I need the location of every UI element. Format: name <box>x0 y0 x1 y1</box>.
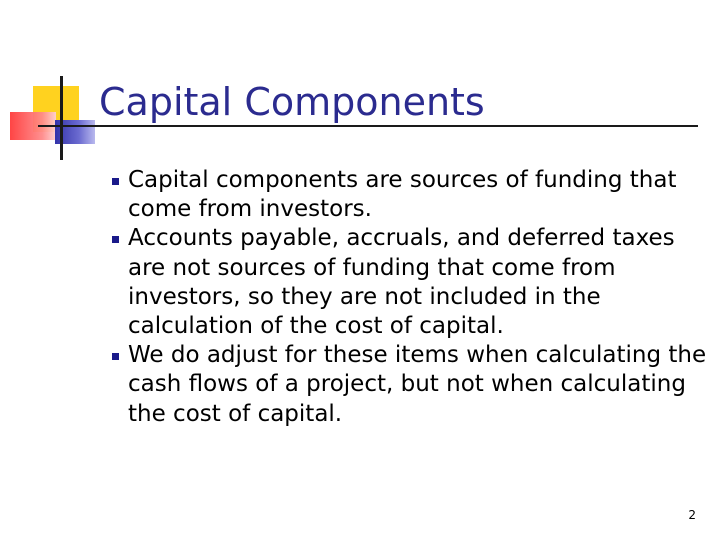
bullet-text: Accounts payable, accruals, and deferred taxes are not sources of funding that come from investors, so they are not included in the calculation of the cost of capital. <box>128 225 675 340</box>
list-item <box>112 341 712 429</box>
bullet-text: Capital components are sources of funding that come from investors. <box>128 167 677 223</box>
square-bullet-icon <box>112 178 119 185</box>
square-bullet-icon <box>112 353 119 360</box>
list-item <box>112 166 712 224</box>
slide-title: Capital Components <box>99 80 485 124</box>
bullet-text: We do adjust for these items when calculating the cash flows of a project, but not when calculating the cost of capital. <box>128 342 707 427</box>
decorative-vertical-line <box>60 76 63 160</box>
list-item <box>112 224 712 341</box>
square-bullet-icon <box>112 236 119 243</box>
page-number: 2 <box>688 508 696 522</box>
bullet-list <box>112 166 712 429</box>
